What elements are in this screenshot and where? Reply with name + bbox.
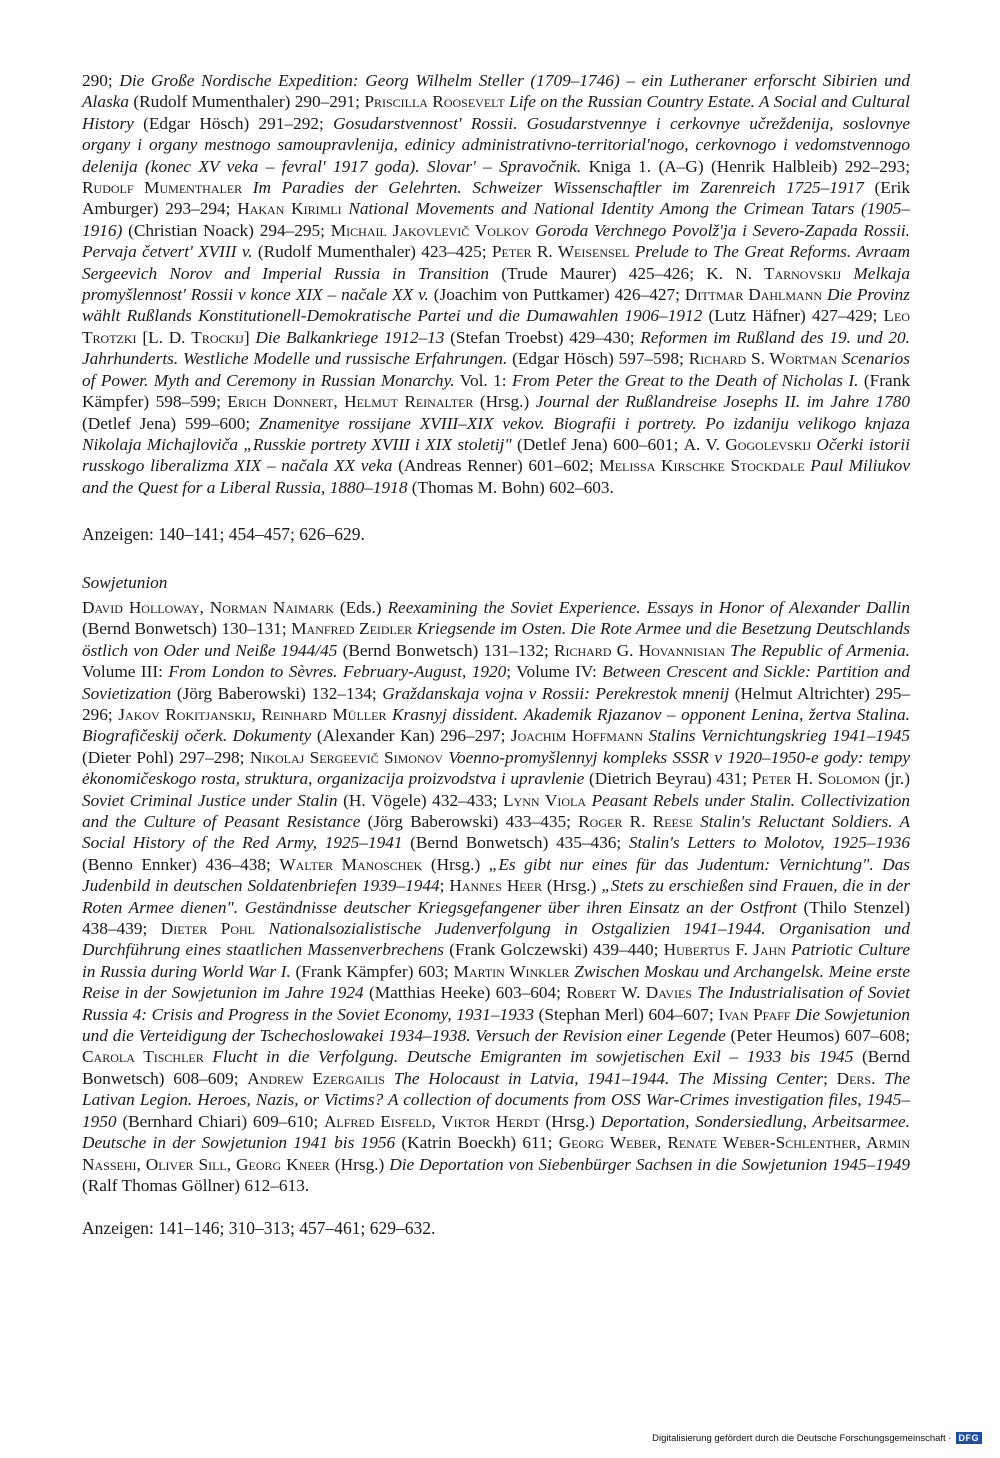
author-name: Peter R. Weisensel bbox=[491, 242, 630, 262]
citation-text: (Bernd Bonwetsch) 130–131; bbox=[82, 619, 292, 639]
citation-text: Volume III: bbox=[82, 662, 169, 682]
citation-text bbox=[385, 1069, 394, 1088]
work-title: Between Crescent and Sickle: Partition and Sovietization bbox=[82, 662, 911, 703]
work-title: The Industrialisation of Soviet Russia 4: Crisis and Progress in the Soviet Economy, 1931–1933 bbox=[82, 983, 910, 1024]
work-title: Die Provinz wählt Rußlands Konstitutionell-Demokratische Partei und die Dumawahlen 1906–1912 bbox=[82, 285, 910, 326]
citation-text: (Hrsg.) bbox=[539, 1111, 601, 1131]
citation-text: (Christian Noack) 294–295; bbox=[122, 220, 331, 240]
citation-text: (Erik Amburger) 293–294; bbox=[82, 178, 911, 219]
work-title: Die Sowjetunion und die Verteidigung der Tschechoslowakei 1934–1938. Versuch der Revision einer Legende bbox=[82, 1004, 910, 1046]
work-title: Die Deportation von Siebenbürger Sachsen in die Sowjetunion 1945–1949 bbox=[389, 1154, 910, 1174]
work-title: Soviet Criminal Justice under Stalin bbox=[82, 790, 338, 810]
author-name: Hannes Heer bbox=[449, 876, 542, 896]
author-name: Melissa Kirschke Stockdale bbox=[599, 456, 805, 476]
citation-text: (Thomas M. Bohn) 602–603. bbox=[407, 477, 614, 497]
work-title: Peasant Rebels under Stalin. Collectivization and the Culture of Peasant Resistance bbox=[82, 790, 911, 831]
citation-text: (Frank Golczewski) 439–440; bbox=[443, 940, 664, 960]
citation-text: (Trude Maurer) 425–426; bbox=[489, 263, 707, 283]
citation-text: (Jörg Baberowski) 132–134; bbox=[171, 683, 383, 703]
author-name: Nikolaj Sergeevič Simonov bbox=[249, 747, 443, 767]
author-name: Manfred Zeidler bbox=[291, 619, 413, 639]
citation-text: (Thilo Stenzel) 438–439; bbox=[82, 897, 910, 939]
author-name: Dittmar Dahlmann bbox=[684, 285, 823, 305]
author-name: Ders. bbox=[836, 1068, 876, 1088]
work-title: Patriotic Culture in Russia during World War I. bbox=[82, 940, 910, 981]
bibliography-block-1 bbox=[82, 70, 910, 498]
author-name: Richard G. Hovannisian bbox=[553, 640, 725, 660]
author-name: Priscilla Roosevelt bbox=[364, 92, 505, 112]
work-title: Die Balkankriege 1912–13 bbox=[255, 327, 445, 347]
work-title: Zwischen Moskau und Archangelsk. Meine erste Reise in der Sowjetunion im Jahre 1924 bbox=[82, 961, 911, 1003]
citation-text: (Peter Heumos) 607–608; bbox=[725, 1026, 910, 1046]
author-name: Georg Weber, Renate Weber-Schlenther, Armin Nassehi, Oliver Sill, Georg Kneer bbox=[82, 1133, 910, 1174]
author-name: Walter Manoschek bbox=[279, 854, 423, 874]
work-title: From Peter the Great to the Death of Nicholas I. bbox=[512, 370, 859, 390]
citation-text: (Bernhard Chiari) 609–610; bbox=[116, 1111, 324, 1131]
citation-text: (Edgar Hösch) 597–598; bbox=[507, 349, 689, 369]
citation-text bbox=[875, 1069, 884, 1088]
section-heading-sowjetunion: Sowjetunion bbox=[82, 572, 168, 592]
citation-text: (Bernd Bonwetsch) 435–436; bbox=[402, 833, 629, 853]
work-title: Stalin's Reluctant Soldiers. A Social History of the Red Army, 1925–1941 bbox=[82, 812, 911, 853]
work-title: Deportation, Sondersiedlung, Arbeitsarmee. Deutsche in der Sowjetunion 1941 bis 1956 bbox=[82, 1111, 910, 1153]
work-title: „Es gibt nur eines für das Judentum: Vernichtung". Das Judenbild in deutschen Soldatenbriefen 1939–1944 bbox=[82, 854, 910, 896]
citation-text: (Benno Ennker) 436–438; bbox=[82, 854, 280, 874]
author-name: A. V. Gogolevskij bbox=[683, 434, 812, 454]
citation-text: 290; bbox=[82, 71, 120, 90]
citation-text: (Ralf Thomas Göllner) 612–613. bbox=[82, 1175, 310, 1195]
work-title: Očerki istorii russkogo liberalizma XIX – načala XX veka bbox=[82, 434, 910, 476]
author-name: Peter H. Solomon bbox=[751, 769, 880, 789]
page-content bbox=[82, 70, 910, 1240]
footer-text: Digitalisierung gefördert durch die Deutsche Forschungsgemeinschaft · bbox=[652, 1432, 952, 1444]
citation-text: (Rudolf Mumenthaler) 423–425; bbox=[252, 242, 492, 262]
author-name: Hubertus F. Jahn bbox=[663, 940, 786, 960]
work-title: From London to Sèvres. February-August, 1920 bbox=[168, 662, 507, 682]
author-name: Lynn Viola bbox=[503, 790, 586, 810]
work-title: Flucht in die Verfolgung. Deutsche Emigranten im sowjetischen Exil – 1933 bis 1945 bbox=[212, 1047, 854, 1067]
work-title: Scenarios of Power. Myth and Ceremony in Russian Monarchy. bbox=[82, 349, 910, 390]
citation-text: (Dieter Pohl) 297–298; bbox=[82, 747, 250, 767]
citation-text: (Bernd Bonwetsch) 131–132; bbox=[337, 640, 554, 660]
work-title: Nationalsozialistische Judenverfolgung in Ostgalizien 1941–1944. Organisation und Durchführung eines staatlichen Massenverbrechens bbox=[82, 919, 910, 960]
citation-text: (Alexander Kan) 296–297; bbox=[311, 726, 511, 746]
citation-text: (Rudolf Mumenthaler) 290–291; bbox=[129, 92, 365, 112]
work-title: Stalin's Letters to Molotov, 1925–1936 bbox=[628, 833, 910, 853]
anzeigen-line-1: Anzeigen: 140–141; 454–457; 626–629. bbox=[82, 524, 365, 545]
author-name: Rudolf Mumenthaler bbox=[82, 178, 243, 198]
work-title: Krasnyj dissident. Akademik Rjazanov – opponent Lenina, žertva Stalina. Biografičeskij očerk. Dokumenty bbox=[82, 704, 910, 746]
author-name: Alfred Eisfeld, Viktor Herdt bbox=[323, 1111, 540, 1131]
citation-text: (Hrsg.) bbox=[329, 1154, 390, 1174]
work-title: Goroda Verchnego Povolž'ja i Severo-Zapada Rossii. Pervaja četvert' XVIII v. bbox=[82, 220, 910, 262]
citation-text: (Jörg Baberowski) 433–435; bbox=[360, 812, 579, 831]
citation-text: (Joachim von Puttkamer) 426–427; bbox=[428, 285, 685, 305]
citation-text: (Detlef Jena) 600–601; bbox=[511, 434, 684, 454]
work-title: Reexamining the Soviet Experience. Essays in Honor of Alexander Dallin bbox=[387, 597, 910, 617]
author-name: Carola Tischler bbox=[82, 1047, 204, 1067]
citation-text bbox=[841, 264, 853, 283]
citation-text: Vol. 1: bbox=[454, 370, 513, 390]
work-title: Journal der Rußlandreise Josephs II. im Jahre 1780 bbox=[535, 392, 911, 412]
footer-credit bbox=[652, 1432, 982, 1444]
citation-text: (Bernd Bonwetsch) 608–609; bbox=[82, 1047, 910, 1088]
citation-text: (Lutz Häfner) 427–429; bbox=[702, 306, 884, 326]
work-title: Life on the Russian Country Estate. A Social and Cultural History bbox=[82, 92, 910, 133]
citation-text: ; Volume IV: bbox=[506, 662, 603, 682]
work-title: The Republic of Armenia. bbox=[730, 640, 910, 660]
work-title: National Movements and National Identity Among the Crimean Tatars (1905–1916) bbox=[82, 199, 911, 240]
citation-text: [L. D. bbox=[136, 327, 192, 347]
author-name: Jakov Rokitjanskij, Reinhard Müller bbox=[118, 704, 387, 724]
work-title: Melkaja promyšlennost' Rossii v konce XIX – načale XX v. bbox=[82, 263, 910, 305]
work-title: Graždanskaja vojna v Rossii: Perekrestok mnenij bbox=[382, 683, 730, 703]
author-name: Roger R. Reese bbox=[578, 812, 693, 831]
citation-text: (Katrin Boeckh) 611; bbox=[395, 1133, 559, 1153]
author-name: David Holloway, Norman Naimark bbox=[82, 597, 334, 617]
citation-text: ; bbox=[439, 876, 450, 896]
citation-text: (jr.) bbox=[879, 769, 910, 789]
citation-text: (Stefan Troebst) 429–430; bbox=[444, 327, 641, 347]
citation-text: (H. Vögele) 432–433; bbox=[337, 790, 504, 810]
citation-text: (Detlef Jena) 599–600; bbox=[82, 413, 259, 433]
citation-text: (Hrsg.) bbox=[473, 392, 536, 412]
citation-text: (Hrsg.) bbox=[422, 854, 489, 874]
author-name: Dieter Pohl bbox=[160, 919, 256, 939]
citation-text: (Edgar Hösch) 291–292; bbox=[133, 113, 334, 133]
author-name: Michail Jakovlevič Volkov bbox=[330, 220, 530, 240]
work-title: The Holocaust in Latvia, 1941–1944. The Missing Center bbox=[393, 1068, 824, 1088]
citation-text bbox=[255, 919, 269, 938]
citation-text: (Matthias Heeke) 603–604; bbox=[363, 983, 567, 1003]
work-title: Voenno-promyšlennyj kompleks SSSR v 1920–1950-e gody: tempy ėkonomičeskogo rosta, struktura, organizacija proizvodstva i upravlenie bbox=[82, 747, 910, 789]
work-title: Die Große Nordische Expedition: Georg Wilhelm Steller (1709–1746) – ein Lutheraner erforscht Sibirien und Alaska bbox=[82, 71, 910, 112]
citation-text: (Helmut Altrichter) 295–296; bbox=[82, 683, 910, 724]
citation-text: (Frank Kämpfer) 603; bbox=[290, 961, 454, 981]
bibliography-block-2 bbox=[82, 597, 910, 1196]
author-name: Robert W. Davies bbox=[566, 983, 692, 1003]
work-title: „Stets zu erschießen sind Frauen, die in der Roten Armee dienen". Geständnisse deutscher Kriegsgefangener über ihren Einsatz an der Ostfront bbox=[82, 876, 910, 917]
author-name: Joachim Hoffmann bbox=[510, 726, 643, 746]
work-title: Kriegsende im Osten. Die Rote Armee und die Besetzung Deutschlands östlich von Oder und Neiße 1944/45 bbox=[82, 619, 910, 660]
citation-text bbox=[242, 178, 253, 197]
citation-text: ; bbox=[823, 1068, 837, 1088]
work-title: Im Paradies der Gelehrten. Schweizer Wissenschaftler im Zarenreich 1725–1917 bbox=[252, 178, 864, 198]
work-title: Gosudarstvennost' Rossii. Gosudarstvennye i cerkovnye učreždenija, soslovnye organy i organy mestnogo samoupravlenija, edinicy administrativno-territorial'nogo, cerkovnogo i vedomstvennogo delenija (konec XV veka – fevral' 1917 goda). Slovar' – Spravočnik. bbox=[82, 113, 911, 176]
author-name: Erich Donnert, Helmut Reinalter bbox=[227, 392, 474, 412]
citation-text: Kniga 1. (A–G) (Henrik Halbleib) 292–293; bbox=[581, 156, 910, 176]
citation-text: (Hrsg.) bbox=[541, 876, 602, 896]
author-name: Hakan Kırımlı bbox=[237, 199, 342, 219]
author-name: Andrew Ezergailis bbox=[247, 1068, 385, 1088]
dfg-logo-icon: DFG bbox=[956, 1432, 983, 1444]
author-name: Leo Trotzki bbox=[82, 306, 911, 347]
work-title: Stalins Vernichtungskrieg 1941–1945 bbox=[648, 726, 910, 746]
citation-text: (Eds.) bbox=[333, 597, 388, 617]
citation-text: (Andreas Renner) 601–602; bbox=[392, 456, 600, 476]
author-name: Trockij bbox=[191, 327, 244, 347]
author-name: K. N. Tarnovskij bbox=[706, 263, 842, 283]
work-title: Znamenitye rossijane XVIII–XIX vekov. Biografii i portrety. Po izdaniju velikogo knjaza Nikolaja Michajloviča „Russkie portrety XVIII i XIX stoletij" bbox=[82, 413, 911, 454]
citation-text: (Frank Kämpfer) 598–599; bbox=[82, 370, 911, 412]
author-name: Richard S. Wortman bbox=[688, 349, 838, 369]
citation-text: (Dietrich Beyrau) 431; bbox=[584, 769, 752, 789]
citation-text: (Stephan Merl) 604–607; bbox=[534, 1004, 719, 1024]
anzeigen-line-2: Anzeigen: 141–146; 310–313; 457–461; 629–632. bbox=[82, 1218, 436, 1239]
work-title: Prelude to The Great Reforms. Avraam Sergeevich Norov and Imperial Russia in Transition bbox=[82, 242, 910, 283]
work-title: Paul Miliukov and the Quest for a Liberal Russia, 1880–1918 bbox=[82, 456, 910, 497]
author-name: Ivan Pfaff bbox=[718, 1004, 791, 1024]
work-title: The Lativan Legion. Heroes, Nazis, or Victims? A collection of documents from OSS War-Crimes investigation files, 1945–1950 bbox=[82, 1068, 911, 1131]
author-name: Martin Winkler bbox=[453, 961, 570, 981]
citation-text: ] bbox=[243, 327, 256, 347]
work-title: Reformen im Rußland des 19. und 20. Jahrhunderts. Westliche Modelle und russische Erfahrungen. bbox=[82, 327, 910, 369]
